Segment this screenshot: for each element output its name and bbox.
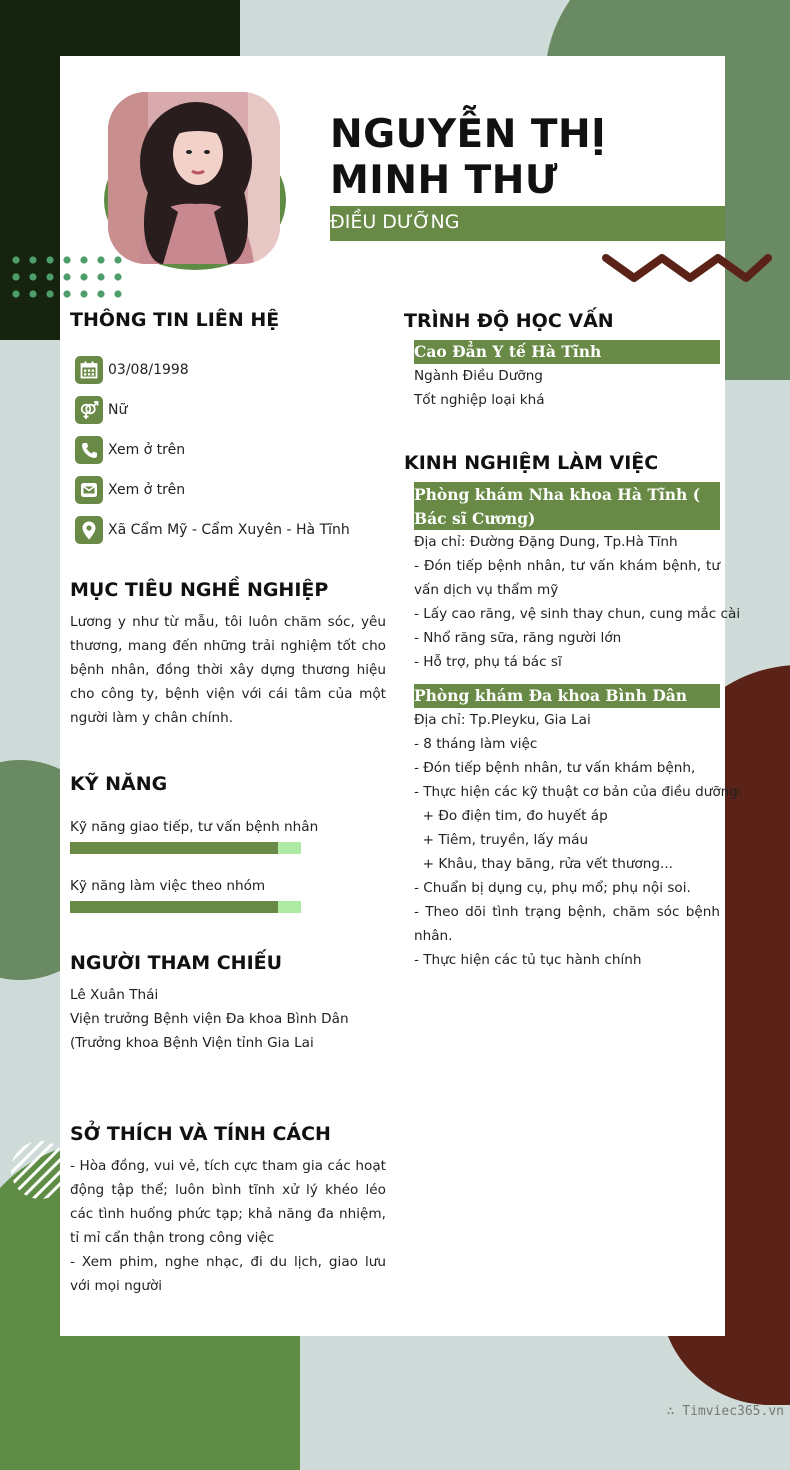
job-task: + Khâu, thay băng, rửa vết thương... [414,856,673,872]
job-task: - Thực hiện các tủ tục hành chính [414,952,642,968]
contact-item-gender [75,396,127,424]
hobbies-paragraph: - Hòa đồng, vui vẻ, tích cực tham gia các hoạt động tập thể; luôn bình tĩnh xử lý khéo léo các tình huống phức tạp; khả năng đa nhiệm, tỉ mỉ cẩn thận trong công việc [70,1158,386,1246]
education-line: Ngành Điều Dưỡng [414,368,543,384]
skill-bar-fill [70,901,278,913]
hobbies-text [70,1154,386,1298]
job-title: ĐIỀU DƯỠNG [330,211,460,233]
references-heading: NGƯỜI THAM CHIẾU [70,952,283,974]
email-icon [75,476,103,504]
company-name: Phòng khám Đa khoa Bình Dân [414,686,688,705]
candidate-name: NGUYỄN THỊ MINH THƯ [330,112,607,203]
phone-icon [75,436,103,464]
company-name: Phòng khám Nha khoa Hà Tĩnh ( Bác sĩ Cương) [414,485,701,528]
contact-text: Nữ [108,402,128,418]
skill-bar [70,842,301,854]
job-task: - Thực hiện các kỹ thuật cơ bản của điều dưỡng: [414,784,743,800]
calendar-icon [75,356,103,384]
contact-item-phone [75,436,185,464]
job-task: - Nhổ răng sữa, răng người lớn [414,630,622,646]
reference-line: Viện trưởng Bệnh viện Đa khoa Bình Dân [70,1011,349,1027]
reference-line: Lê Xuân Thái [70,987,159,1003]
location-icon [75,516,103,544]
job-task: - 8 tháng làm việc [414,736,538,752]
contact-text: Xem ở trên [108,482,186,498]
job-task: - Lấy cao răng, vệ sinh thay chun, cung mắc cài [414,606,741,622]
dots-pattern [8,253,128,303]
job-task: + Đo điện tim, đo huyết áp [414,808,608,824]
objective-text: Lương y như từ mẫu, tôi luôn chăm sóc, yêu thương, mang đến những trải nghiệm tốt cho bệnh nhân, đồng thời xây dựng thương hiệu cho công ty, bệnh viện với cái tâm của một người làm y chân chính. [70,614,386,726]
objective-heading: MỤC TIÊU NGHỀ NGHIỆP [70,579,329,601]
job-address: Địa chỉ: Tp.Pleyku, Gia Lai [414,712,591,728]
hobbies-heading: SỞ THÍCH VÀ TÍNH CÁCH [70,1123,331,1145]
job-task: - Đón tiếp bệnh nhân, tư vấn khám bệnh, [414,760,696,776]
contact-text: Xã Cẩm Mỹ - Cẩm Xuyên - Hà Tĩnh [108,522,350,538]
skill-bar-fill [70,842,278,854]
education-line: Tốt nghiệp loại khá [414,392,545,408]
job-task: + Tiêm, truyền, lấy máu [414,832,589,848]
education-heading: TRÌNH ĐỘ HỌC VẤN [404,310,614,332]
job-address: Địa chỉ: Đường Đặng Dung, Tp.Hà Tĩnh [414,534,678,550]
contact-heading: THÔNG TIN LIÊN HỆ [70,309,280,331]
contact-item-address [75,516,350,544]
watermark: ∴ Timviec365.vn [666,1404,784,1419]
school-name: Cao Đẳn Y tế Hà Tĩnh [414,342,602,361]
job-task: - Đón tiếp bệnh nhân, tư vấn khám bệnh, tư vấn dịch vụ thẩm mỹ [414,558,720,598]
contact-text: 03/08/1998 [108,362,189,378]
contact-text: Xem ở trên [108,442,186,458]
job-task: - Theo dõi tình trạng bệnh, chăm sóc bệnh nhân. [414,904,720,944]
job-task: - Hỗ trợ, phụ tá bác sĩ [414,654,562,670]
experience-heading: KINH NGHIỆM LÀM VIỆC [404,452,659,474]
hobbies-paragraph: - Xem phim, nghe nhạc, đi du lịch, giao lưu với mọi người [70,1254,386,1294]
profile-photo [108,92,280,264]
zigzag-decoration [600,250,775,285]
skill-bar [70,901,301,913]
gender-icon [75,396,103,424]
skills-heading: KỸ NĂNG [70,773,168,795]
reference-line: (Trưởng khoa Bệnh Viện tỉnh Gia Lai [70,1035,314,1051]
contact-item-dob [75,356,189,384]
skill-label: Kỹ năng làm việc theo nhóm [70,878,266,894]
skill-label: Kỹ năng giao tiếp, tư vấn bệnh nhân [70,819,319,835]
contact-item-email [75,476,185,504]
job-task: - Chuẩn bị dụng cụ, phụ mổ; phụ nội soi. [414,880,691,896]
